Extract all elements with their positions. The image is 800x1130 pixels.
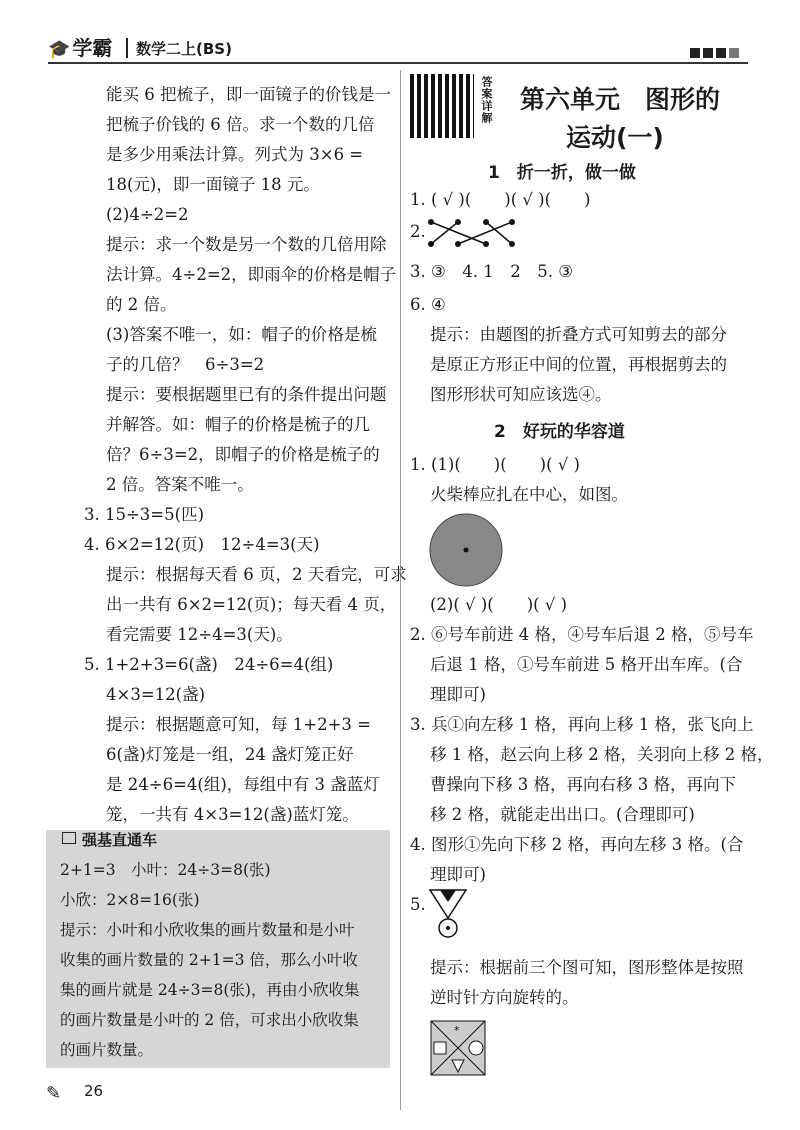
- box-line: 小欣：2×8=16(张): [60, 891, 200, 909]
- sec2-line: 3. 兵①向左移 1 格，再向上移 1 格，张飞向上: [410, 715, 754, 734]
- left-line: 提示：根据每天看 6 页，2 天看完，可求: [106, 565, 407, 584]
- box-title: 强基直通车: [82, 831, 158, 849]
- left-line: 提示：要根据题里已有的条件提出问题: [106, 385, 387, 404]
- rotation-figure: [428, 888, 468, 940]
- left-line: 看完需要 12÷4=3(天)。: [106, 625, 293, 644]
- left-line: (3)答案不唯一，如：帽子的价格是梳: [106, 325, 377, 344]
- unit-title-line2: 运动(一): [566, 123, 664, 152]
- sec2-line: 移 2 格，就能走出出口。(合理即可): [430, 805, 695, 824]
- svg-text:*: *: [454, 1024, 460, 1037]
- box-line: 的画片数量是小叶的 2 倍，可求出小欣收集: [60, 1011, 359, 1029]
- sec2-line: 逆时针方向旋转的。: [430, 988, 579, 1007]
- qr-label: 答案详解: [480, 76, 493, 124]
- sec1-line: 提示：由题图的折叠方式可知剪去的部分: [430, 325, 727, 344]
- left-line: 笼，一共有 4×3=12(盏)蓝灯笼。: [106, 805, 359, 824]
- left-line: 子的几倍？ 6÷3=2: [106, 355, 265, 374]
- box-line: 的画片数量。: [60, 1041, 154, 1059]
- header-separator: [126, 38, 128, 58]
- sec2-line: 1. (1)( )( )( √ ): [410, 455, 580, 474]
- left-line: 法计算。4÷2=2，即雨伞的价格是帽子: [106, 265, 397, 284]
- header-mark: [703, 48, 713, 58]
- book-icon: [62, 832, 76, 844]
- pencil-icon: ✎: [46, 1083, 62, 1104]
- left-line: 提示：求一个数是另一个数的几倍用除: [106, 235, 387, 254]
- sec1-line: 6. ④: [410, 295, 446, 314]
- brand-logo: 🎓 学霸: [48, 36, 113, 60]
- left-line: 3. 15÷3=5(匹): [84, 505, 205, 524]
- box-line: 集的画片就是 24÷3=8(张)，再由小欣收集: [60, 981, 360, 999]
- left-line: 把梳子价钱的 6 倍。求一个数的几倍: [106, 115, 375, 134]
- left-line: 能买 6 把梳子，即一面镜子的价钱是一: [106, 85, 391, 104]
- sec2-line: 5.: [410, 895, 426, 914]
- subject-label: 数学二上(BS): [136, 40, 232, 58]
- sec2-line: 火柴棒应扎在中心，如图。: [430, 485, 628, 504]
- sec2-line: 2. ⑥号车前进 4 格，④号车后退 2 格，⑤号车: [410, 625, 754, 644]
- left-line: 6(盏)灯笼是一组，24 盏灯笼正好: [106, 745, 354, 764]
- sec2-line: 理即可): [430, 865, 486, 884]
- left-line: 的 2 倍。: [106, 295, 177, 314]
- left-line: 是多少用乘法计算。列式为 3×6 =: [106, 145, 364, 164]
- qr-code-icon: [410, 74, 474, 138]
- matching-lines-figure: [428, 214, 518, 254]
- left-line: 出一共有 6×2=12(页)；每天看 4 页，: [106, 595, 397, 614]
- sec2-line: 曹操向下移 3 格，再向右移 3 格，再向下: [430, 775, 736, 794]
- left-line: 并解答。如：帽子的价格是梳子的几: [106, 415, 370, 434]
- left-line: 倍？6÷3=2，即帽子的价格是梳子的: [106, 445, 380, 464]
- sec2-line: 后退 1 格，①号车前进 5 格开出车库。(合: [430, 655, 743, 674]
- box-line: 收集的画片数量的 2+1=3 倍，那么小叶收: [60, 951, 358, 969]
- sec1-line: 3. ③ 4. 1 2 5. ③: [410, 262, 574, 281]
- box-line: 2+1=3 小叶：24÷3=8(张): [60, 861, 271, 879]
- answer-figure: [430, 1020, 486, 1076]
- header-mark: [716, 48, 726, 58]
- sec1-line: 图形形状可知应该选④。: [430, 385, 612, 404]
- left-line: 4×3=12(盏): [106, 685, 206, 704]
- sec2-line: 移 1 格，赵云向上移 2 格，关羽向上移 2 格，: [430, 745, 774, 764]
- left-line: 4. 6×2=12(页) 12÷4=3(天): [84, 535, 320, 554]
- sec1-line: 2.: [410, 222, 426, 241]
- sec2-line: 提示：根据前三个图可知，图形整体是按照: [430, 958, 744, 977]
- sec1-line: 是原正方形正中间的位置，再根据剪去的: [430, 355, 727, 374]
- left-line: (2)4÷2=2: [106, 205, 189, 224]
- unit-title-line1: 第六单元 图形的: [520, 85, 721, 114]
- left-line: 18(元)，即一面镜子 18 元。: [106, 175, 320, 194]
- left-line: 是 24÷6=4(组)，每组中有 3 盏蓝灯: [106, 775, 380, 794]
- left-line: 5. 1+2+3=6(盏) 24÷6=4(组): [84, 655, 334, 674]
- section-title-1: 1 折一折，做一做: [488, 163, 636, 183]
- header-mark: [729, 48, 739, 58]
- sec2-line: (2)( √ )( )( √ ): [430, 595, 568, 614]
- header-rule: [48, 62, 748, 64]
- sec2-line: 理即可): [430, 685, 486, 704]
- header-mark: [690, 48, 700, 58]
- left-line: 提示：根据题意可知，每 1+2+3 =: [106, 715, 371, 734]
- section-title-2: 2 好玩的华容道: [494, 422, 625, 442]
- left-line: 2 倍。答案不唯一。: [106, 475, 254, 494]
- box-line: 提示：小叶和小欣收集的画片数量和是小叶: [60, 921, 355, 939]
- sec1-line: 1. ( √ )( )( √ )( ): [410, 190, 591, 209]
- page-number: 26: [84, 1082, 104, 1100]
- column-divider: [400, 70, 401, 1110]
- sec2-line: 4. 图形①先向下移 2 格，再向左移 3 格。(合: [410, 835, 744, 854]
- disc-figure: [428, 512, 504, 588]
